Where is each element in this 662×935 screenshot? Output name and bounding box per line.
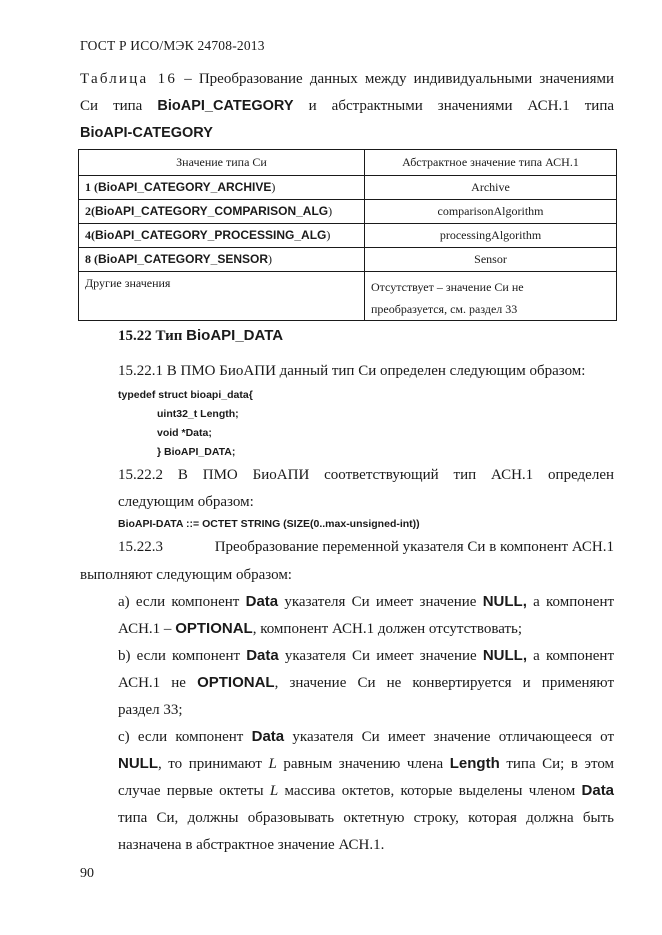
caption-type-name: BioAPI_CATEGORY — [157, 98, 294, 114]
table-cell-other-value: Отсутствует – значение Си не преобразуется, см. раздел 33 — [365, 272, 617, 321]
table-row-other — [79, 272, 617, 321]
item-c-line-5: назначена в абстрактное значение АСН.1. — [118, 837, 385, 853]
section-heading: 15.22 Тип BioAPI_DATA — [118, 327, 284, 344]
table-header-c-value: Значение типа Си — [79, 150, 365, 176]
category-mapping-table — [78, 149, 617, 321]
table-row — [79, 176, 617, 200]
item-b-line-1: b) если компонент Data указателя Си имеет значение NULL, а компонент — [118, 647, 615, 664]
table-row — [79, 224, 617, 248]
table-caption-line-1 — [80, 70, 614, 88]
item-c-line-4: типа Си, должны образовывать октетную строку, которая должна быть — [118, 810, 614, 826]
caption-text-c: и абстрактными значениями АСН.1 типа — [308, 98, 615, 114]
page-number: 90 — [80, 866, 94, 881]
caption-text-a: Си типа — [80, 98, 143, 114]
table-cell-asn-value: processingAlgorithm — [365, 224, 617, 248]
item-b-line-2: АСН.1 не OPTIONAL, значение Си не конвертируется и применяют — [118, 674, 614, 691]
item-a-line-2: АСН.1 – OPTIONAL, компонент АСН.1 должен отсутствовать; — [118, 620, 523, 637]
table-cell-c-value: 2(BioAPI_CATEGORY_COMPARISON_ALG) — [79, 200, 365, 224]
table-cell-c-value: 8 (BioAPI_CATEGORY_SENSOR) — [79, 248, 365, 272]
table-cell-asn-value: Sensor — [365, 248, 617, 272]
table-cell-c-value: 1 (BioAPI_CATEGORY_ARCHIVE) — [79, 176, 365, 200]
table-header-row — [79, 150, 617, 176]
table-cell-asn-value: Archive — [365, 176, 617, 200]
table-cell-other-label: Другие значения — [79, 272, 365, 321]
table-row — [79, 200, 617, 224]
table-cell-asn-value: comparisonAlgorithm — [365, 200, 617, 224]
paragraph-15-22-2-line-2: следующим образом: — [118, 494, 254, 510]
table-caption-line-2 — [80, 97, 614, 115]
code-line: typedef struct bioapi_data{ — [118, 389, 253, 401]
code-line: void *Data; — [157, 427, 212, 439]
paragraph-15-22-3-line-2: выполняют следующим образом: — [80, 567, 292, 583]
item-c-line-1: с) если компонент Data указателя Си имеет значение отличающееся от — [118, 728, 615, 745]
paragraph-15-22-3-line-1: 15.22.3 Преобразование переменной указателя Си в компонент АСН.1 — [118, 539, 614, 555]
table-caption-label: Таблица 16 — [80, 71, 178, 87]
item-c-line-3: случае первые октеты L массива октетов, которые выделены членом Data — [118, 782, 615, 799]
code-line: uint32_t Length; — [157, 408, 239, 420]
code-line: } BioAPI_DATA; — [157, 446, 236, 458]
item-a-line-1: а) если компонент Data указателя Си имеет значение NULL, а компонент — [118, 593, 615, 610]
asn-definition: BioAPI-DATA ::= OCTET STRING (SIZE(0..max-unsigned-int)) — [118, 518, 420, 530]
item-b-line-3: раздел 33; — [118, 702, 183, 718]
table-caption-text: – Преобразование данных между индивидуальными значениями — [184, 71, 615, 87]
table-cell-c-value: 4(BioAPI_CATEGORY_PROCESSING_ALG) — [79, 224, 365, 248]
document-header: ГОСТ Р ИСО/МЭК 24708-2013 — [80, 38, 265, 53]
item-c-line-2: NULL, то принимают L равным значению члена Length типа Си; в этом — [118, 755, 615, 772]
paragraph-15-22-1: 15.22.1 В ПМО БиоАПИ данный тип Си определен следующим образом: — [118, 363, 586, 379]
paragraph-15-22-2-line-1: 15.22.2 В ПМО БиоАПИ соответствующий тип АСН.1 определен — [118, 467, 614, 483]
table-header-asn-value: Абстрактное значение типа АСН.1 — [365, 150, 617, 176]
table-row — [79, 248, 617, 272]
caption-asn-type: BioAPI-CATEGORY — [80, 125, 213, 141]
